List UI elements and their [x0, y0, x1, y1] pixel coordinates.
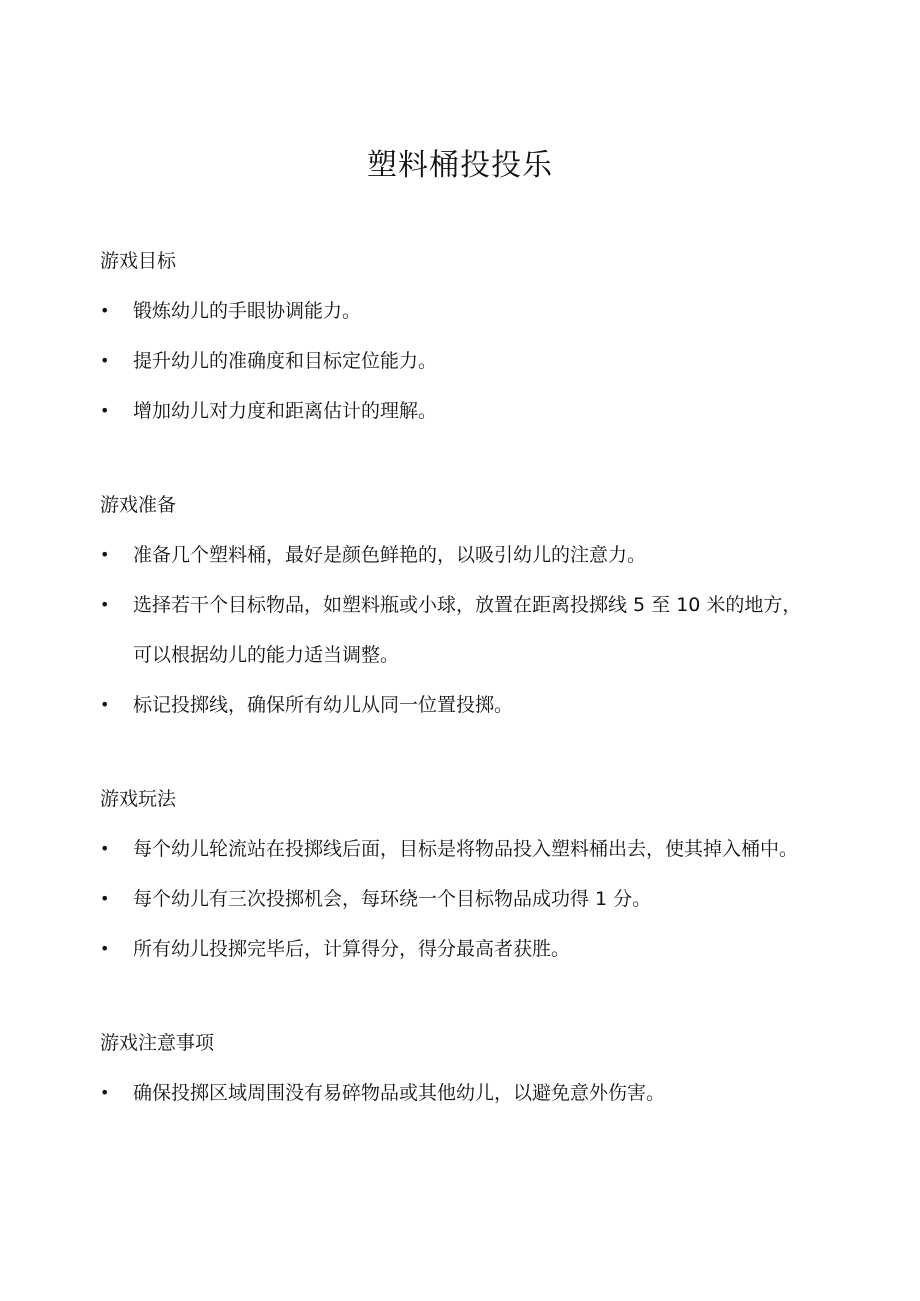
list-item-text: 锻炼幼儿的手眼协调能力。 — [133, 300, 362, 322]
list-item — [100, 824, 820, 874]
document-title: 塑料桶投投乐 — [367, 148, 553, 183]
section-heading: 游戏注意事项 — [100, 1032, 215, 1054]
list-item — [100, 874, 820, 924]
list-item — [100, 286, 820, 336]
bullet-list — [100, 824, 820, 974]
list-item — [100, 924, 820, 974]
list-item-text: 每个幼儿轮流站在投掷线后面，目标是将物品投入塑料桶出去，使其掉入桶中。 — [133, 838, 799, 860]
list-item — [100, 336, 820, 386]
section-heading: 游戏准备 — [100, 494, 177, 516]
list-item-text: 每个幼儿有三次投掷机会，每环绕一个目标物品成功得 1 分。 — [133, 888, 652, 910]
section-heading: 游戏目标 — [100, 250, 177, 272]
list-item — [100, 386, 820, 436]
document-body — [100, 236, 820, 1118]
bullet-icon: • — [100, 351, 110, 370]
bullet-icon: • — [100, 839, 110, 858]
section-goals — [100, 236, 820, 436]
list-item-text: 确保投掷区域周围没有易碎物品或其他幼儿，以避免意外伤害。 — [133, 1082, 666, 1104]
bullet-list — [100, 1068, 820, 1118]
bullet-list — [100, 286, 820, 436]
bullet-icon: • — [100, 939, 110, 958]
list-item — [100, 1068, 820, 1118]
list-item-text: 选择若干个目标物品，如塑料瓶或小球，放置在距离投掷线 5 至 10 米的地方，可以根据幼儿的能力适当调整。 — [133, 594, 802, 666]
section-gameplay — [100, 774, 820, 974]
list-item — [100, 680, 820, 730]
list-item-text: 所有幼儿投掷完毕后，计算得分，得分最高者获胜。 — [133, 938, 571, 960]
bullet-icon: • — [100, 1083, 110, 1102]
list-item-text: 提升幼儿的准确度和目标定位能力。 — [133, 350, 438, 372]
list-item-text: 准备几个塑料桶，最好是颜色鲜艳的，以吸引幼儿的注意力。 — [133, 544, 647, 566]
section-precautions — [100, 1018, 820, 1118]
bullet-icon: • — [100, 401, 110, 420]
section-preparation — [100, 480, 820, 730]
bullet-list — [100, 530, 820, 730]
bullet-icon: • — [100, 545, 110, 564]
bullet-icon: • — [100, 595, 110, 614]
list-item-text: 标记投掷线，确保所有幼儿从同一位置投掷。 — [133, 694, 514, 716]
list-item-text: 增加幼儿对力度和距离估计的理解。 — [133, 400, 438, 422]
list-item — [100, 530, 820, 580]
list-item — [100, 580, 820, 680]
bullet-icon: • — [100, 301, 110, 320]
section-heading: 游戏玩法 — [100, 788, 177, 810]
bullet-icon: • — [100, 889, 110, 908]
bullet-icon: • — [100, 695, 110, 714]
